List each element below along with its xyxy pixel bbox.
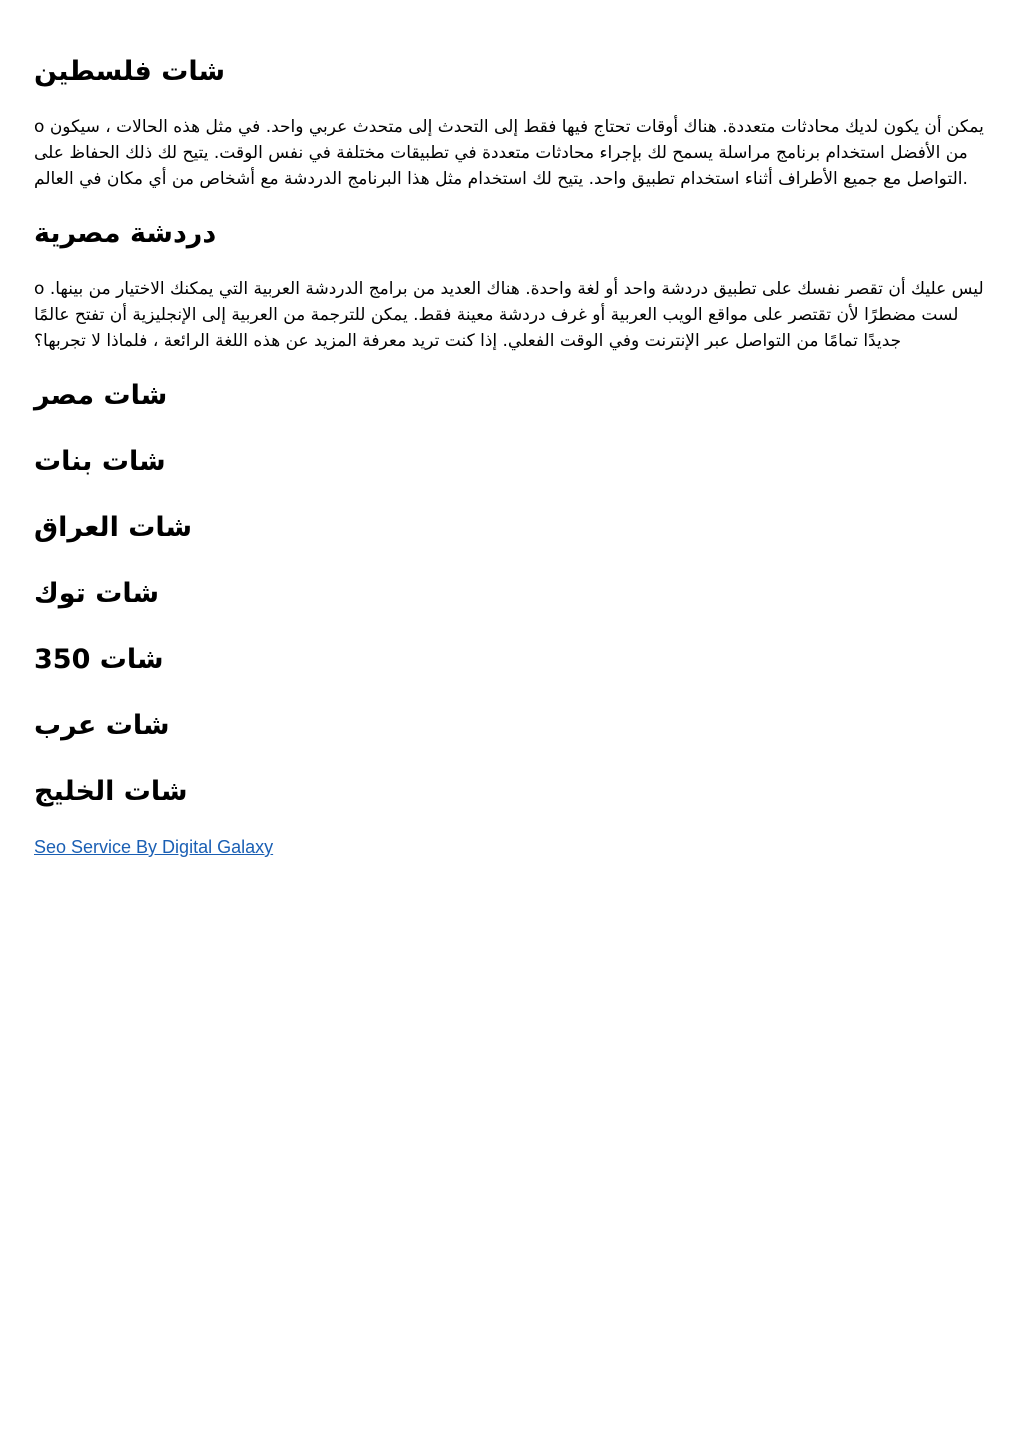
heading-girls-chat: شات بنات: [34, 446, 166, 477]
heading-gulf-chat: شات الخليج: [34, 776, 188, 807]
document-content: [34, 52, 990, 858]
heading-iraq-chat: شات العراق: [34, 512, 193, 543]
heading-egypt-chat: شات مصر: [34, 380, 168, 411]
section-heading-egyptian-chat: دردشة مصرية: [34, 218, 217, 249]
heading-350-chat: شات 350: [34, 644, 164, 675]
section-body-egyptian-chat: o ليس عليك أن تقصر نفسك على تطبيق دردشة واحد أو لغة واحدة. هناك العديد من برامج الدردشة العربية التي يمكنك الاختيار من بينها. لست مضطرًا لأن تقتصر على مواقع الويب العربية أو غرف دردشة معينة فقط. يمكن للترجمة من العربية إلى الإنجليزية أن تفتح عالمًا جديدًا تمامًا من التواصل عبر الإنترنت وفي الوقت الفعلي. إذا كنت تريد معرفة المزيد عن هذه اللغة الرائعة ، فلماذا لا تجربها؟: [34, 279, 984, 351]
section-heading-palestine-chat: شات فلسطين: [34, 56, 226, 87]
seo-service-link[interactable]: Seo Service By Digital Galaxy: [34, 837, 274, 857]
heading-talk-chat: شات توك: [34, 578, 160, 609]
section-body-palestine-chat: o يمكن أن يكون لديك محادثات متعددة. هناك أوقات تحتاج فيها فقط إلى التحدث إلى متحدث عربي واحد. في مثل هذه الحالات ، سيكون من الأفضل استخدام برنامج مراسلة يسمح لك بإجراء محادثات متعددة في تطبيقات مختلفة في نفس الوقت. يتيح لك ذلك الحفاظ على التواصل مع جميع الأطراف أثناء استخدام تطبيق واحد. يتيح لك استخدام مثل هذا البرنامج الدردشة مع أشخاص من أي مكان في العالم.: [34, 117, 984, 189]
heading-arab-chat: شات عرب: [34, 710, 170, 741]
chat-links-list: [34, 376, 990, 812]
